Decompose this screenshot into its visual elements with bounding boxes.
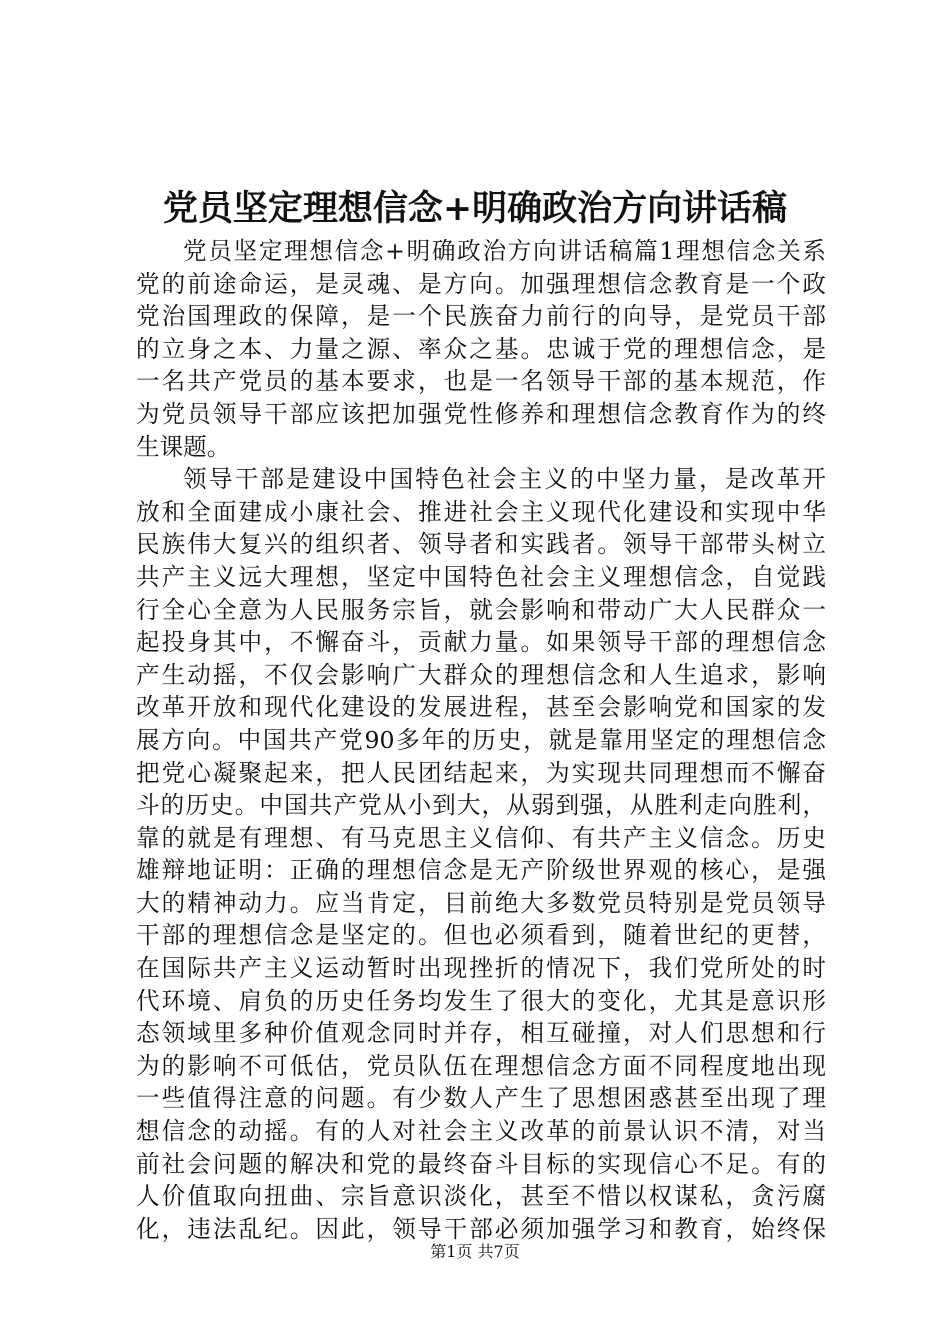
paragraph-2-line: 雄辩地证明：正确的理想信念是无产阶级世界观的核心，是强 [136, 856, 826, 885]
paragraph-2-line: 领导干部是建设中国特色社会主义的中坚力量，是改革开 [183, 465, 826, 494]
paragraph-2-line: 靠的就是有理想、有马克思主义信仰、有共产主义信念。历史 [136, 823, 826, 852]
paragraph-1-line: 党治国理政的保障，是一个民族奋力前行的向导，是党员干部 [136, 302, 826, 331]
paragraph-1-line: 党员坚定理想信念+明确政治方向讲话稿篇1理想信念关系 [183, 237, 826, 265]
paragraph-2-line: 把党心凝聚起来，把人民团结起来，为实现共同理想而不懈奋 [136, 758, 826, 787]
paragraph-2-line: 为的影响不可低估，党员队伍在理想信念方面不同程度地出现 [136, 1051, 826, 1080]
document-title: 党员坚定理想信念+明确政治方向讲话稿 [162, 188, 788, 229]
paragraph-2-line: 化，违法乱纪。因此，领导干部必须加强学习和教育，始终保 [136, 1214, 826, 1243]
paragraph-2-line: 干部的理想信念是坚定的。但也必须看到，随着世纪的更替， [136, 921, 826, 950]
paragraph-2-line: 产生动摇，不仅会影响广大群众的理想信念和人生追求，影响 [136, 660, 826, 689]
paragraph-2-line: 一些值得注意的问题。有少数人产生了思想困惑甚至出现了理 [136, 1084, 826, 1113]
paragraph-2-line: 大的精神动力。应当肯定，目前绝大多数党员特别是党员领导 [136, 888, 826, 917]
paragraph-2-line: 想信念的动摇。有的人对社会主义改革的前景认识不清，对当 [136, 1117, 826, 1146]
paragraph-2-line: 行全心全意为人民服务宗旨，就会影响和带动广大人民群众一 [136, 595, 826, 624]
paragraph-2-line: 人价值取向扭曲、宗旨意识淡化，甚至不惜以权谋私，贪污腐 [136, 1182, 826, 1211]
paragraph-1-line: 生课题。 [136, 432, 231, 461]
document-body [136, 235, 826, 1245]
paragraph-2-line: 在国际共产主义运动暂时出现挫折的情况下，我们党所处的时 [136, 954, 826, 983]
paragraph-2-line: 改革开放和现代化建设的发展进程，甚至会影响党和国家的发 [136, 693, 826, 722]
paragraph-2-line: 起投身其中，不懈奋斗，贡献力量。如果领导干部的理想信念 [136, 628, 826, 657]
paragraph-1-line: 为党员领导干部应该把加强党性修养和理想信念教育作为的终 [136, 399, 826, 428]
page-footer: 第1页 共7页 [430, 1242, 520, 1261]
paragraph-2-line: 展方向。中国共产党90多年的历史，就是靠用坚定的理想信念 [136, 725, 826, 754]
paragraph-1-line: 党的前途命运，是灵魂、是方向。加强理想信念教育是一个政 [136, 269, 826, 298]
paragraph-2-line: 斗的历史。中国共产党从小到大，从弱到强，从胜利走向胜利， [136, 791, 826, 820]
paragraph-2-line: 民族伟大复兴的组织者、领导者和实践者。领导干部带头树立 [136, 530, 826, 559]
paragraph-2-line: 前社会问题的解决和党的最终奋斗目标的实现信心不足。有的 [136, 1149, 826, 1178]
paragraph-2-line: 放和全面建成小康社会、推进社会主义现代化建设和实现中华 [136, 497, 826, 526]
paragraph-1-line: 的立身之本、力量之源、率众之基。忠诚于党的理想信念，是 [136, 334, 826, 363]
paragraph-1-line: 一名共产党员的基本要求，也是一名领导干部的基本规范，作 [136, 367, 826, 396]
paragraph-2-line: 共产主义远大理想，坚定中国特色社会主义理想信念，自觉践 [136, 562, 826, 591]
paragraph-2-line: 态领域里多种价值观念同时并存，相互碰撞，对人们思想和行 [136, 1019, 826, 1048]
paragraph-2-line: 代环境、肩负的历史任务均发生了很大的变化，尤其是意识形 [136, 986, 826, 1015]
